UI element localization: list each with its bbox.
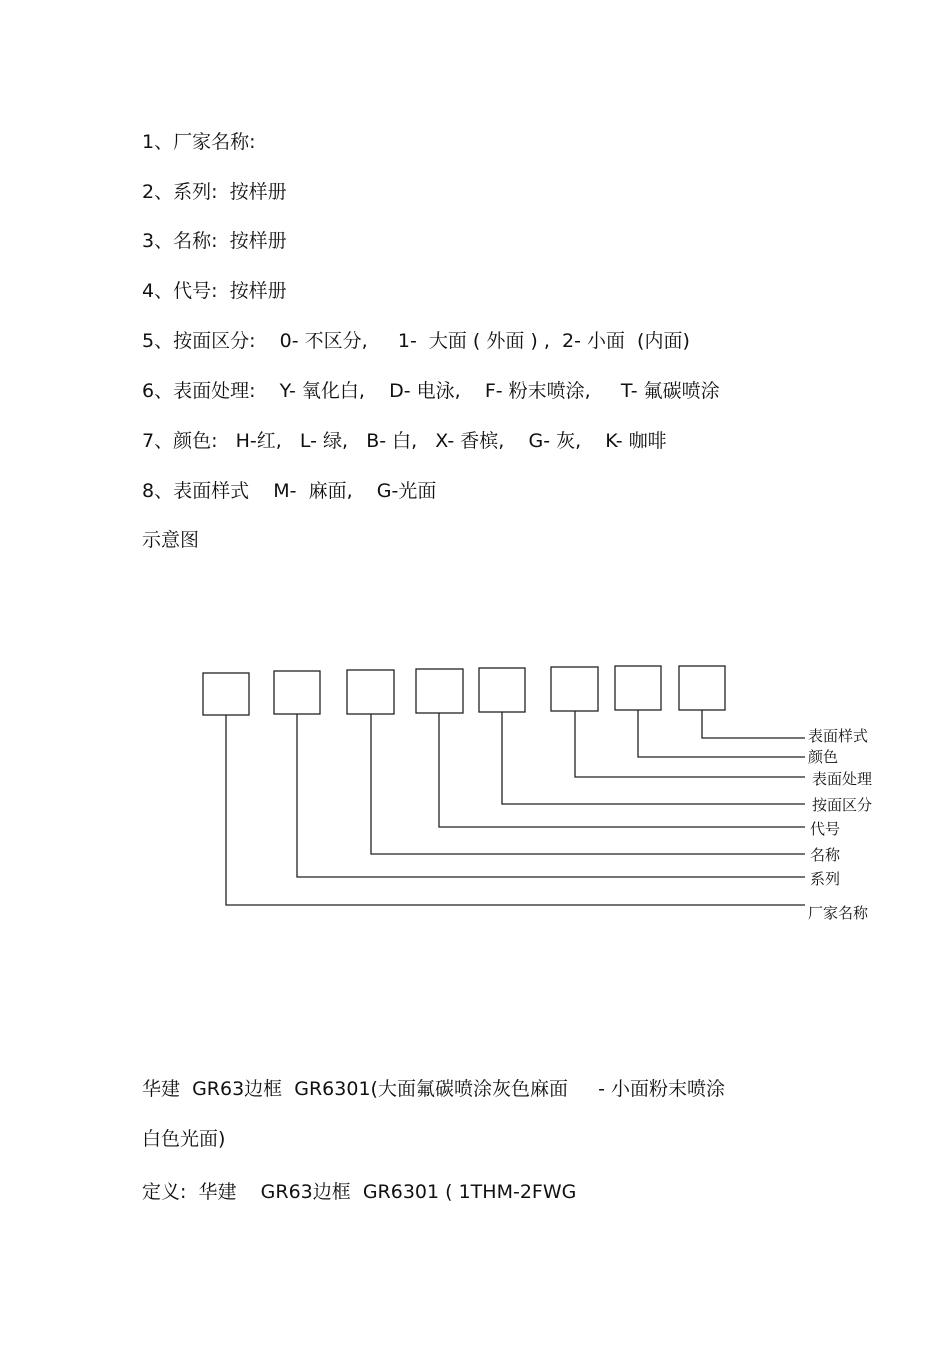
diagram-heading: 示意图: [142, 529, 200, 551]
item-8-surface-style: 8、表面样式 M- 麻面, G-光面: [142, 480, 437, 502]
code-box-2: [274, 671, 320, 714]
label-series: 系列: [810, 870, 841, 888]
item-3-name: 3、名称: 按样册: [142, 230, 287, 252]
label-name: 名称: [810, 846, 841, 864]
item-1-manufacturer: 1、厂家名称:: [142, 131, 256, 153]
leader-line-name: [371, 714, 805, 854]
item-2-series: 2、系列: 按样册: [142, 181, 287, 203]
label-face-distinction: 按面区分: [812, 796, 873, 814]
definition-line: 定义: 华建 GR63边框 GR6301 ( 1THM-2FWG: [142, 1181, 577, 1203]
label-surface-style: 表面样式: [808, 727, 869, 745]
label-code: 代号: [810, 820, 841, 838]
code-box-3: [347, 670, 394, 714]
item-4-code: 4、代号: 按样册: [142, 280, 287, 302]
code-box-8: [679, 666, 725, 710]
label-surface-treatment: 表面处理: [812, 770, 873, 788]
code-box-5: [479, 668, 525, 712]
label-manufacturer: 厂家名称: [808, 904, 869, 922]
code-box-6: [551, 667, 598, 711]
item-7-color: 7、颜色: H-红, L- 绿, B- 白, X- 香槟, G- 灰, K- 咖啡: [142, 430, 667, 452]
leader-line-surface-style: [702, 710, 805, 738]
example-line-2: 白色光面): [142, 1128, 226, 1150]
example-line-1: 华建 GR63边框 GR6301(大面氟碳喷涂灰色麻面 - 小面粉末喷涂: [142, 1078, 726, 1100]
code-box-4: [416, 669, 463, 713]
leader-line-code: [439, 713, 805, 827]
leader-line-face-distinction: [502, 712, 805, 804]
leader-line-surface-treatment: [575, 711, 805, 777]
label-color: 颜色: [808, 748, 839, 766]
leader-line-color: [638, 710, 805, 757]
code-box-7: [615, 666, 661, 710]
code-box-1: [203, 673, 249, 715]
item-5-face-distinction: 5、按面区分: 0- 不区分, 1- 大面 ( 外面 ) , 2- 小面 (内面): [142, 330, 690, 352]
item-6-surface-treatment: 6、表面处理: Y- 氧化白, D- 电泳, F- 粉末喷涂, T- 氟碳喷涂: [142, 380, 720, 402]
